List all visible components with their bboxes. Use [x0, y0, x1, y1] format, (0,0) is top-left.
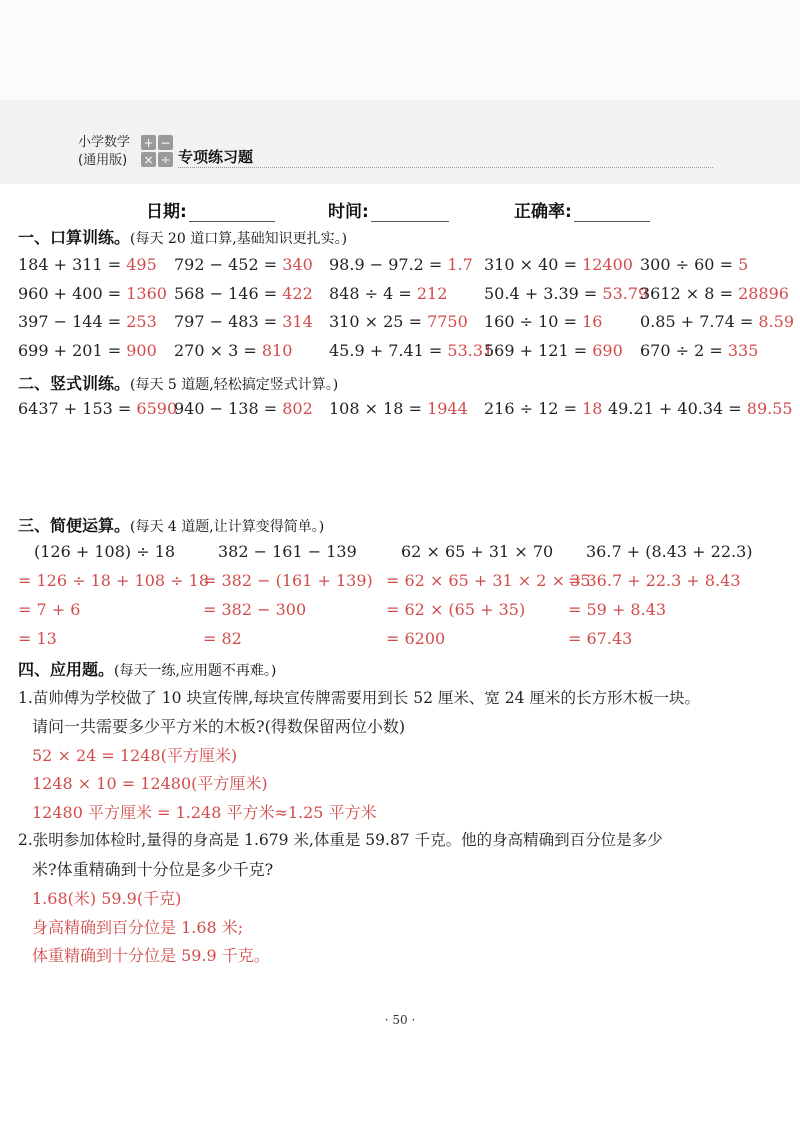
oral-item: 270 × 3 = 810	[174, 341, 293, 360]
vertical-item: 216 ÷ 12 = 18	[484, 399, 603, 418]
oral-item: 960 + 400 = 1360	[18, 284, 167, 303]
oral-item: 397 − 144 = 253	[18, 312, 157, 331]
brand-label	[78, 134, 130, 170]
date-label: 日期:	[146, 202, 187, 222]
page-title: 专项练习题	[178, 148, 254, 166]
times-icon: ×	[141, 152, 156, 167]
oral-item: 797 − 483 = 314	[174, 312, 313, 331]
brand-line2: (通用版)	[78, 153, 128, 168]
app-answer-1-step: 1248 × 10 = 12480(平方厘米)	[32, 774, 268, 793]
header-divider	[178, 167, 713, 168]
oral-item: 3612 × 8 = 28896	[640, 284, 789, 303]
section-oral-title: 一、口算训练。(每天 20 道口算,基础知识更扎实。)	[18, 228, 348, 247]
section-apps-title: 四、应用题。(每天一练,应用题不再难。)	[18, 660, 277, 679]
accuracy-blank	[574, 203, 650, 222]
app-answer-2-step: 体重精确到十分位是 59.9 千克。	[32, 946, 270, 965]
app-answer-1-step: 52 × 24 = 1248(平方厘米)	[32, 746, 238, 765]
simplify-step: = 382 − 300	[203, 600, 307, 619]
math-ops-icon	[141, 135, 173, 167]
plus-icon: +	[141, 135, 156, 150]
simplify-step: = 13	[18, 629, 57, 648]
simplify-step: = 126 ÷ 18 + 108 ÷ 18	[18, 571, 210, 590]
brand-line1: 小学数学	[78, 135, 131, 150]
simplify-problem: 62 × 65 + 31 × 70	[401, 542, 554, 561]
oral-item: 699 + 201 = 900	[18, 341, 157, 360]
app-question-2-line1: 2.张明参加体检时,量得的身高是 1.679 米,体重是 59.87 千克。他的身高精确到百分位是多少	[18, 831, 663, 849]
simplify-step: = 7 + 6	[18, 600, 81, 619]
page-number: · 50 ·	[384, 1013, 416, 1027]
time-blank	[371, 203, 449, 222]
simplify-step: = 67.43	[568, 629, 633, 648]
date-field	[146, 197, 275, 222]
section-simplify-title: 三、简便运算。(每天 4 道题,让计算变得简单。)	[18, 516, 325, 535]
oral-item: 0.85 + 7.74 = 8.59	[640, 312, 795, 331]
simplify-step: = 36.7 + 22.3 + 8.43	[568, 571, 741, 590]
oral-item: 45.9 + 7.41 = 53.31	[329, 341, 494, 360]
oral-item: 310 × 40 = 12400	[484, 255, 633, 274]
oral-item: 50.4 + 3.39 = 53.79	[484, 284, 649, 303]
simplify-step: = 62 × 65 + 31 × 2 × 35	[386, 571, 591, 590]
section-vertical-title: 二、竖式训练。(每天 5 道题,轻松搞定竖式计算。)	[18, 374, 339, 393]
simplify-step: = 62 × (65 + 35)	[386, 600, 526, 619]
accuracy-label: 正确率:	[514, 202, 572, 222]
divide-icon: ÷	[158, 152, 173, 167]
oral-item: 792 − 452 = 340	[174, 255, 313, 274]
app-question-2-line2: 米?体重精确到十分位是多少千克?	[32, 860, 274, 879]
oral-item: 569 + 121 = 690	[484, 341, 623, 360]
vertical-item: 108 × 18 = 1944	[329, 399, 468, 418]
oral-item: 98.9 − 97.2 = 1.7	[329, 255, 473, 274]
app-question-1-line2: 请问一共需要多少平方米的木板?(得数保留两位小数)	[32, 717, 406, 736]
oral-item: 184 + 311 = 495	[18, 255, 157, 274]
vertical-item: 940 − 138 = 802	[174, 399, 313, 418]
oral-item: 310 × 25 = 7750	[329, 312, 468, 331]
simplify-problem: 36.7 + (8.43 + 22.3)	[586, 542, 753, 561]
oral-item: 300 ÷ 60 = 5	[640, 255, 749, 274]
date-blank	[189, 203, 275, 222]
minus-icon: −	[158, 135, 173, 150]
top-margin	[0, 0, 800, 100]
oral-item: 160 ÷ 10 = 16	[484, 312, 603, 331]
oral-item: 568 − 146 = 422	[174, 284, 313, 303]
app-answer-2-step: 1.68(米) 59.9(千克)	[32, 889, 182, 908]
app-answer-2-step: 身高精确到百分位是 1.68 米;	[32, 918, 244, 937]
app-answer-1-step: 12480 平方厘米 = 1.248 平方米≈1.25 平方米	[32, 803, 377, 822]
vertical-item: 49.21 + 40.34 = 89.55	[608, 399, 793, 418]
oral-item: 848 ÷ 4 = 212	[329, 284, 448, 303]
simplify-problem: 382 − 161 − 139	[218, 542, 357, 561]
simplify-problem: (126 + 108) ÷ 18	[34, 542, 176, 561]
app-question-1-line1: 1.苗帅傅为学校做了 10 块宣传牌,每块宣传牌需要用到长 52 厘米、宽 24 厘米的长方形木板一块。	[18, 689, 700, 707]
vertical-item: 6437 + 153 = 6590	[18, 399, 178, 418]
accuracy-field	[514, 197, 650, 222]
time-label: 时间:	[328, 202, 369, 222]
simplify-step: = 59 + 8.43	[568, 600, 667, 619]
time-field	[328, 197, 449, 222]
oral-item: 670 ÷ 2 = 335	[640, 341, 759, 360]
simplify-step: = 82	[203, 629, 242, 648]
simplify-step: = 382 − (161 + 139)	[203, 571, 373, 590]
simplify-step: = 6200	[386, 629, 446, 648]
